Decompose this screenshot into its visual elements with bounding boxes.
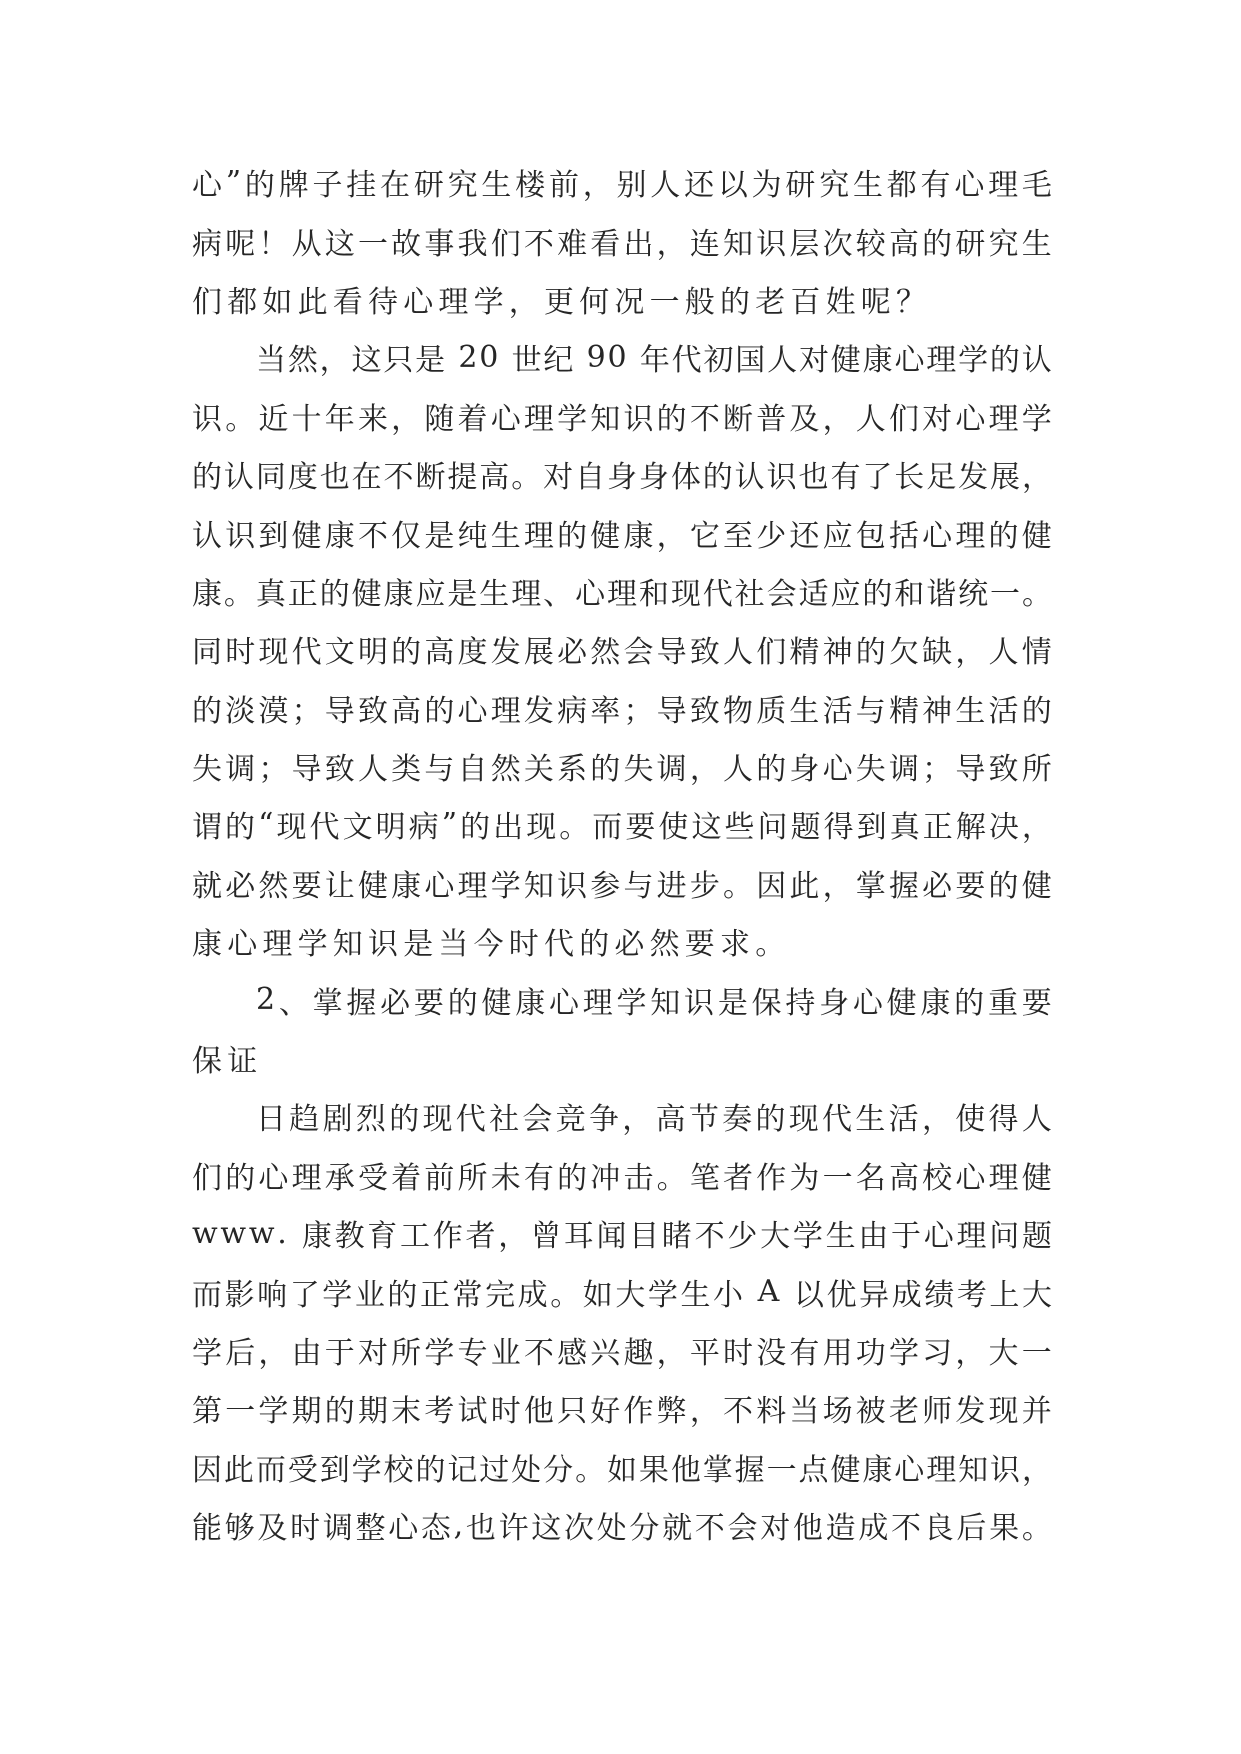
text-line: 而 影 响 了 学 业 的 正 常 完 成 。 如 大 学 生 小 A 以 优 异 成 绩 考 上 大 xyxy=(192,1274,1052,1313)
text-line: 能 够 及 时 调 整 心 态 , 也 许 这 次 处 分 就 不 会 对 他 造 成 不 良 后 果 。 xyxy=(192,1507,1052,1547)
text-line-content: 保证 xyxy=(192,1044,263,1080)
text-line xyxy=(192,270,1052,328)
text-line: 第 一 学 期 的 期 末 考 试 时 他 只 好 作 弊 ， 不 料 当 场 被 老 师 发 现 并 xyxy=(192,1394,1052,1430)
text-line: 就 必 然 要 让 健 康 心 理 学 知 识 参 与 进 步 。 因 此 ， 掌 握 必 要 的 健 xyxy=(192,868,1052,904)
text-line xyxy=(192,912,1052,970)
text-line: 认 识 到 健 康 不 仅 是 纯 生 理 的 健 康 ， 它 至 少 还 应 包 括 心 理 的 健 xyxy=(192,518,1052,554)
text-line: 康 。 真 正 的 健 康 应 是 生 理 、 心 理 和 现 代 社 会 适 应 的 和 谐 统 一 。 xyxy=(192,576,1052,612)
text-line: 失 调 ； 导 致 人 类 与 自 然 关 系 的 失 调 ， 人 的 身 心 失 调 ； 导 致 所 xyxy=(192,752,1052,788)
text-line: 日 趋 剧 烈 的 现 代 社 会 竞 争 ， 高 节 奏 的 现 代 生 活 ， 使 得 人 xyxy=(256,1102,1052,1138)
document-body xyxy=(192,153,1052,1554)
paragraph xyxy=(192,153,1052,328)
text-line: 的 认 同 度 也 在 不 断 提 高 。 对 自 身 身 体 的 认 识 也 有 了 长 足 发 展 ， xyxy=(192,460,1052,496)
text-line xyxy=(192,1029,1052,1087)
text-line-content: 们都如此看待心理学，更何况一般的老百姓呢？ xyxy=(192,284,932,320)
text-line: 的 淡 漠 ； 导 致 高 的 心 理 发 病 率 ； 导 致 物 质 生 活 与 精 神 生 活 的 xyxy=(192,693,1052,729)
text-line: 因 此 而 受 到 学 校 的 记 过 处 分 。 如 果 他 掌 握 一 点 健 康 心 理 知 识 ， xyxy=(192,1452,1052,1488)
text-line-content: 康心理学知识是当今时代的必然要求。 xyxy=(192,927,791,963)
text-line: 当 然 ， 这 只 是 2 0 世 纪 9 0 年 代 初 国 人 对 健 康 心 理 学 的 认 xyxy=(256,339,1052,379)
text-line: w w w . 康 教 育 工 作 者 ， 曾 耳 闻 目 睹 不 少 大 学 生 由 于 心 理 问 题 xyxy=(192,1215,1052,1255)
text-line: 病 呢 ！ 从 这 一 故 事 我 们 不 难 看 出 ， 连 知 识 层 次 较 高 的 研 究 生 xyxy=(192,226,1052,262)
text-line: 同 时 现 代 文 明 的 高 度 发 展 必 然 会 导 致 人 们 精 神 的 欠 缺 ， 人 情 xyxy=(192,635,1052,671)
text-line: 2 、 掌 握 必 要 的 健 康 心 理 学 知 识 是 保 持 身 心 健 康 的 重 要 xyxy=(256,982,1052,1021)
text-line: 们 的 心 理 承 受 着 前 所 未 有 的 冲 击 。 笔 者 作 为 一 名 高 校 心 理 健 xyxy=(192,1160,1052,1196)
paragraph xyxy=(192,328,1052,970)
paragraph xyxy=(192,1087,1052,1554)
text-line: 心 ” 的 牌 子 挂 在 研 究 生 楼 前 ， 别 人 还 以 为 研 究 生 都 有 心 理 毛 xyxy=(192,164,1052,204)
text-line: 识 。 近 十 年 来 ， 随 着 心 理 学 知 识 的 不 断 普 及 ， 人 们 对 心 理 学 xyxy=(192,401,1052,437)
text-line: 谓 的 “ 现 代 文 明 病 ” 的 出 现 。 而 要 使 这 些 问 题 得 到 真 正 解 决 ， xyxy=(192,806,1052,846)
paragraph xyxy=(192,970,1052,1087)
text-line: 学 后 ， 由 于 对 所 学 专 业 不 感 兴 趣 ， 平 时 没 有 用 功 学 习 ， 大 一 xyxy=(192,1336,1052,1371)
